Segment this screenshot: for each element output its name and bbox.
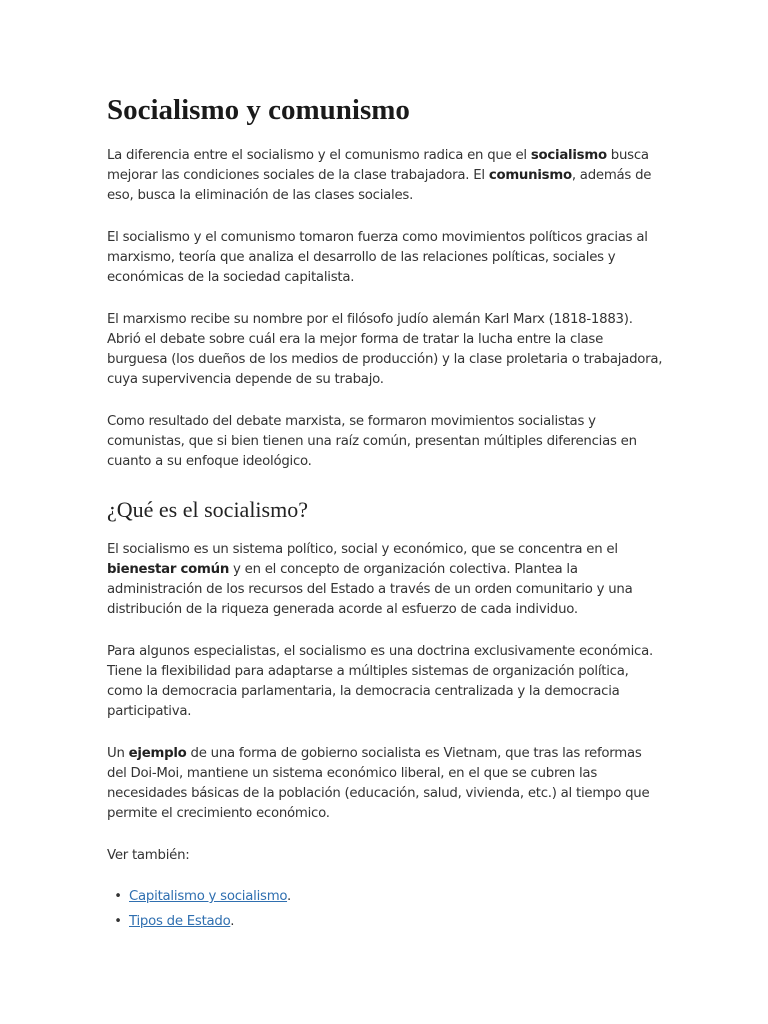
text-run: de una forma de gobierno socialista es Vietnam, que tras las reformas del Doi-Moi, mantiene un sistema económico liberal, en el que se cubren las necesidades básicas de la población (educación, salud, vivienda, etc.) al tiempo que permite el crecimiento económico. <box>107 746 650 821</box>
link-suffix: . <box>287 889 292 904</box>
list-item <box>114 884 663 909</box>
bold-term-comunismo: comunismo <box>488 168 572 183</box>
article <box>107 92 663 934</box>
text-run: busca mejorar las condiciones sociales de la clase trabajadora. El <box>107 148 649 183</box>
text-run: Un <box>107 746 129 761</box>
intro-paragraph-2: El socialismo y el comunismo tomaron fuerza como movimientos políticos gracias al marxismo, teoría que analiza el desarrollo de las relaciones políticas, sociales y económicas de la sociedad capitalista. <box>107 230 648 285</box>
intro-paragraph-3: El marxismo recibe su nombre por el filósofo judío alemán Karl Marx (1818-1883). Abrió el debate sobre cuál era la mejor forma de tratar la lucha entre la clase burguesa (los dueños de los medios de producción) y la clase proletaria o trabajadora, cuya supervivencia depende de su trabajo. <box>107 312 663 387</box>
bullet-icon: • <box>114 914 122 929</box>
section-heading: ¿Qué es el socialismo? <box>107 497 308 522</box>
bold-term-bienestar-comun: bienestar común <box>107 562 230 577</box>
intro-paragraph-4: Como resultado del debate marxista, se formaron movimientos socialistas y comunistas, que si bien tienen una raíz común, presentan múltiples diferencias en cuanto a su enfoque ideológico. <box>107 414 637 469</box>
link-tipos-de-estado[interactable]: Tipos de Estado <box>129 914 231 929</box>
text-run: y en el concepto de organización colectiva. Plantea la administración de los recursos del Estado a través de un orden comunitario y una distribución de la riqueza generada acorde al esfuerzo de cada individuo. <box>107 562 633 617</box>
text-run: El socialismo es un sistema político, social y económico, que se concentra en el <box>107 542 618 557</box>
text-run: , además de eso, busca la eliminación de las clases sociales. <box>107 168 652 203</box>
section-paragraph-3 <box>107 744 663 824</box>
bullet-icon: • <box>114 889 122 904</box>
list-item <box>114 909 663 934</box>
section-paragraph-2: Para algunos especialistas, el socialismo es una doctrina exclusivamente económica. Tiene la flexibilidad para adaptarse a múltiples sistemas de organización política, como la democracia parlamentaria, la democracia centralizada y la democracia participativa. <box>107 644 653 719</box>
see-also-list <box>107 884 663 934</box>
bold-term-ejemplo: ejemplo <box>128 746 187 761</box>
bold-term-socialismo: socialismo <box>530 148 607 163</box>
text-run: La diferencia entre el socialismo y el comunismo radica en que el <box>107 148 531 163</box>
intro-paragraph-1 <box>107 146 663 206</box>
section-paragraph-1 <box>107 540 663 620</box>
see-also-label: Ver también: <box>107 848 190 863</box>
link-capitalismo-y-socialismo[interactable]: Capitalismo y socialismo <box>129 889 288 904</box>
link-suffix: . <box>230 914 235 929</box>
page-title: Socialismo y comunismo <box>107 94 410 126</box>
